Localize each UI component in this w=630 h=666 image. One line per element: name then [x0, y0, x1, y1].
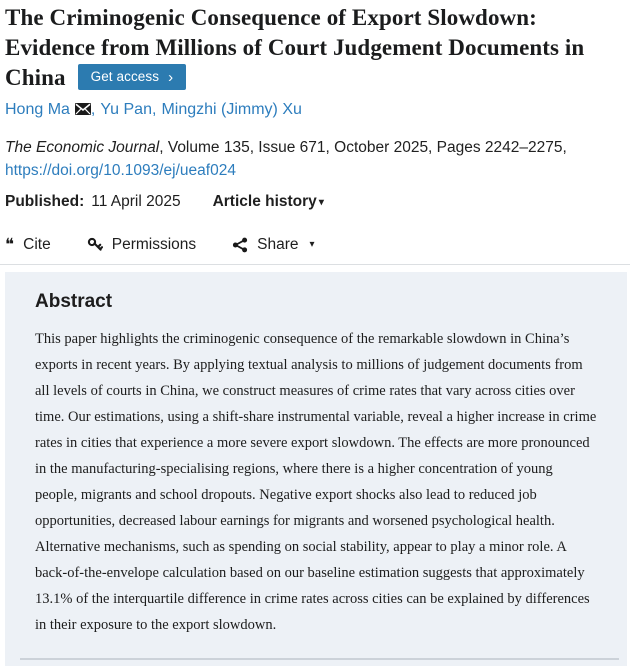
permissions-label: Permissions	[111, 236, 197, 253]
email-envelope-icon[interactable]	[75, 99, 91, 120]
article-history-label: Article history	[212, 193, 317, 210]
abstract-bottom-divider	[20, 658, 619, 660]
citation-details: , Volume 135, Issue 671, October 2025, Pages 2242–2275,	[159, 139, 567, 156]
author-list	[5, 99, 627, 120]
cite-label: Cite	[23, 236, 51, 253]
published-label: Published:	[5, 193, 85, 210]
article-title	[5, 3, 605, 93]
get-access-button[interactable]	[78, 64, 187, 90]
author-link-hong-ma[interactable]: Hong Ma	[5, 101, 70, 118]
doi-link[interactable]: https://doi.org/10.1093/ej/ueaf024	[5, 162, 236, 179]
caret-down-icon: ▾	[318, 197, 324, 208]
section-divider	[0, 264, 630, 265]
article-title-text: The Criminogenic Consequence of Export Slowdown: Evidence from Millions of Court Judgement Documents in China	[5, 5, 585, 90]
article-toolbar	[5, 236, 627, 254]
cite-quote-icon: ❝	[5, 235, 15, 255]
published-date: 11 April 2025	[91, 193, 181, 210]
chevron-right-icon: ›	[168, 68, 174, 86]
caret-down-icon: ▾	[309, 238, 315, 250]
author-link-yu-pan[interactable]: Yu Pan	[100, 101, 152, 118]
abstract-text: This paper highlights the criminogenic consequence of the remarkable slowdown in China’s exports in recent years. By applying textual analysis to millions of judgement documents from all levels of courts in China, we construct measures of crime rates that vary across cities over time. Our estimations, using a shift-share instrumental variable, reveal a higher increase in crime rates in cities that experience a more severe export slowdown. The effects are more pronounced in the manufacturing-specialising regions, where there is a higher concentration of young people, migrants and school dropouts. Negative export shocks also lead to reduced job opportunities, decreased labour earnings for migrants and worsened psychological health. Alternative mechanisms, such as spending on social stability, appear to play a minor role. A back-of-the-envelope calculation based on our baseline estimation suggests that approximately 13.1% of the interquartile difference in crime rates across cities can be explained by differences in their exposure to the export slowdown.	[35, 331, 597, 633]
author-separator: ,	[90, 101, 96, 118]
author-link-mingzhi-xu[interactable]: Mingzhi (Jimmy) Xu	[161, 101, 302, 118]
permissions-button[interactable]	[87, 236, 196, 254]
get-access-label: Get access	[90, 69, 160, 84]
article-history-toggle[interactable]	[213, 193, 324, 210]
journal-name-link[interactable]: The Economic Journal	[5, 139, 160, 156]
author-separator: ,	[151, 101, 157, 118]
cite-button[interactable]	[5, 236, 51, 254]
journal-citation	[5, 137, 627, 158]
published-row	[5, 192, 627, 214]
share-nodes-icon	[232, 237, 248, 253]
key-icon	[87, 237, 103, 253]
share-label: Share	[257, 236, 299, 253]
abstract-section	[5, 272, 627, 666]
share-button[interactable]	[232, 236, 314, 254]
abstract-heading: Abstract	[35, 291, 113, 312]
